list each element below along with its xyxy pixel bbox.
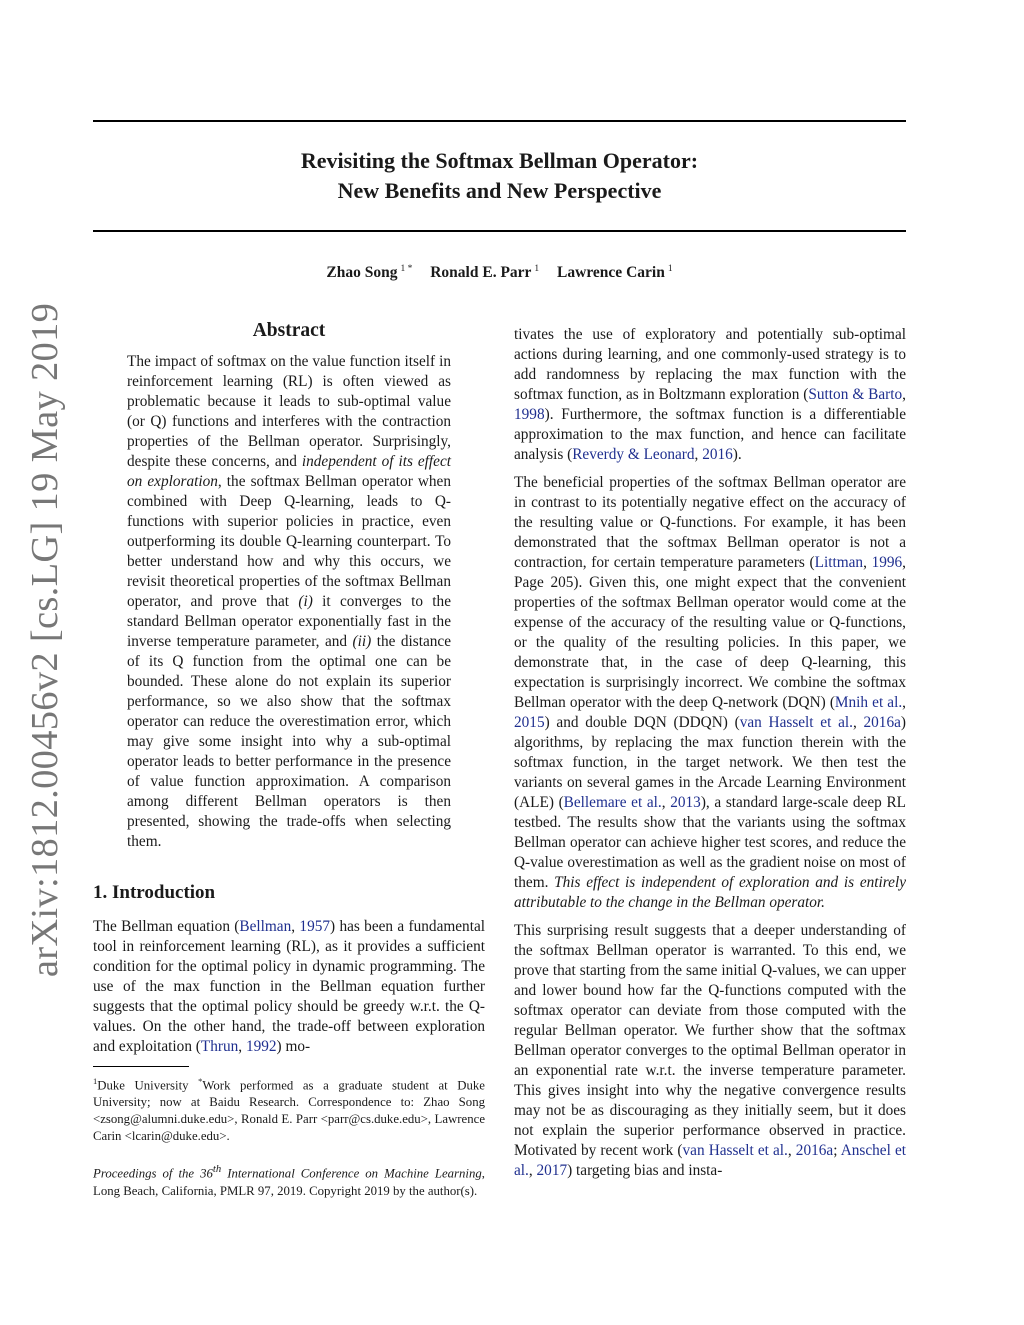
citation-link[interactable]: 2016a [863,714,901,731]
arxiv-identifier-stamp [24,302,67,978]
citation-link[interactable]: Bellman [239,918,292,935]
citation-link[interactable]: van Hasselt et al. [739,714,853,731]
citation-link[interactable]: 2016a [795,1142,834,1159]
intro-paragraph-1-part-b: tivates the use of exploratory and potentially sub-optimal actions during learning, and one commonly-used strategy is to add randomness by replacing the max function with the softmax function, as in Boltzmann exploration (Sutton & Barto, 1998). Furthermore, the softmax function is a differentiable approximation to the max function, and hence can facilitate analysis (Reverdy & Leonard, 2016). [514,326,906,463]
citation-link[interactable]: 1957 [299,918,331,935]
author: Ronald E. Parr $^1$ [430,264,540,281]
abstract-text: The impact of softmax on the value function itself in reinforcement learning (RL) is often viewed as problematic because it leads to sub-optimal value (or Q) functions and interferes with the contraction properties of the Bellman operator. Surprisingly, despite these concerns, and independent of its effect on exploration, the softmax Bellman operator when combined with Deep Q-learning, leads to Q-functions with superior policies in practice, even outperforming its double Q-learning counterpart. To better understand how and why this occurs, we revisit theoretical properties of the softmax Bellman operator, and prove that (i) it converges to the standard Bellman operator exponentially fast in the inverse temperature parameter, and (ii) the distance of its Q function from the optimal one can be bounded. These alone do not explain its superior performance, so we also show that the softmax operator can reduce the overestimation error, which may give some insight into why a sub-optimal operator leads to better performance in the presence of value function approximation. A comparison among different Bellman operators is then presented, showing the trade-offs when selecting them. [127,353,452,850]
left-column [93,320,485,1200]
proceedings-notice: Proceedings of the 36th International Conference on Machine Learning, Long Beach, California, PMLR 97, 2019. Copyright 2019 by the author(s). [93,1164,485,1198]
section-heading-introduction: 1. Introduction [93,882,216,903]
paragraph-continued-fragment: ) mo- [276,1038,311,1055]
author: Lawrence Carin $^1$ [557,264,673,281]
citation-link[interactable]: 2017 [536,1162,568,1179]
citation-link[interactable]: Littman [814,554,864,571]
affiliation-footnote: $^1$Duke University *Work performed as a graduate student at Duke University; now at Baidu Research. Correspondence to: Zhao Song <zsong@alumni.duke.edu>, Ronald E. Parr <parr@cs.duke.edu>, Lawrence Carin <lcarin@duke.edu>. [93,1076,485,1144]
intro-paragraph-1-part-a: The Bellman equation (Bellman, 1957) has been a fundamental tool in reinforcement learning (RL), as it provides a sufficient condition for the optimal policy in dynamic programming. The use of the max function in the Bellman equation further suggests that the optimal policy should be greedy w.r.t. the Q-values. On the other hand, the trade-off between exploration and exploitation (Thrun, 1992) mo- [93,918,485,1055]
intro-paragraph-2: The beneficial properties of the softmax Bellman operator are in contrast to its potentially negative effect on the accuracy of the resulting value or Q-functions. For example, it has been demonstrated that the softmax Bellman operator is not a contraction, for certain temperature parameters (Littman, 1996, Page 205). Given this, one might expect that the convenient properties of the softmax Bellman operator would come at the expense of the accuracy of the resulting value or Q-functions, or the quality of the resulting policies. In this paper, we demonstrate that, in the case of deep Q-learning, this expectation is surprisingly incorrect. We combine the softmax Bellman operator with the deep Q-network (DQN) (Mnih et al., 2015) and double DQN (DDQN) (van Hasselt et al., 2016a) algorithms, by replacing the max function therein with the softmax function, in the target network. We then test the variants on several games in the Arcade Learning Environment (ALE) (Bellemare et al., 2013), a standard large-scale deep RL testbed. The results show that the variants using the softmax Bellman operator can achieve higher test scores, and reduce the Q-value overestimation as well as the gradient noise on most of them. This effect is independent of exploration and is entirely attributable to the change in the Bellman operator. [514,474,906,911]
title-line-2: New Benefits and New Perspective [337,178,662,203]
citation-link[interactable]: 2015 [514,714,545,731]
citation-link[interactable]: Thrun [200,1038,239,1055]
arxiv-id-text: arXiv:1812.00456v2 [cs.LG] 19 May 2019 [24,302,67,978]
title-line-1: Revisiting the Softmax Bellman Operator: [300,148,699,173]
citation-link[interactable]: 2016 [702,446,733,463]
citation-link[interactable]: 1996 [871,554,903,571]
citation-link[interactable]: Anschel et al. [514,1142,906,1179]
paper-title [93,146,906,206]
right-column [514,325,906,1189]
footnote-divider [93,1066,189,1067]
author: Zhao Song $^{1 *}$ [326,264,413,281]
citation-link[interactable]: Reverdy & Leonard [572,446,695,463]
title-bottom-rule [93,230,906,232]
citation-link[interactable]: Sutton & Barto [808,386,903,403]
citation-link[interactable]: van Hasselt et al. [682,1142,788,1159]
citation-link[interactable]: 2013 [670,794,701,811]
paragraph-continuation-fragment: tivates the use of exploratory and potentially sub-optimal actions during learning, and one commonly-used strategy is to add randomness by replacing the max function with the softmax function, as in Boltzmann exploration ( [514,326,906,403]
author-list [93,264,906,282]
citation-link[interactable]: Mnih et al. [834,694,903,711]
intro-paragraph-3: This surprising result suggests that a deeper understanding of the softmax Bellman operator is warranted. To this end, we prove that starting from the same initial Q-values, we can upper and lower bound how far the Q-functions computed with the softmax operator can deviate from those computed with the regular Bellman operator. We further show that the softmax Bellman operator converges to the optimal Bellman operator in an exponential rate w.r.t. the inverse temperature parameter. This gives insight into why the negative convergence results may not be as discouraging as they initially seem, but it does not explain the superior performance observed in practice. Motivated by recent work (van Hasselt et al., 2016a; Anschel et al., 2017) targeting bias and insta- [514,922,906,1179]
citation-link[interactable]: 1992 [245,1038,277,1055]
citation-link[interactable]: 1998 [514,406,545,423]
citation-link[interactable]: Bellemare et al. [563,794,662,811]
abstract-heading: Abstract [252,320,326,341]
title-top-rule [93,120,906,122]
